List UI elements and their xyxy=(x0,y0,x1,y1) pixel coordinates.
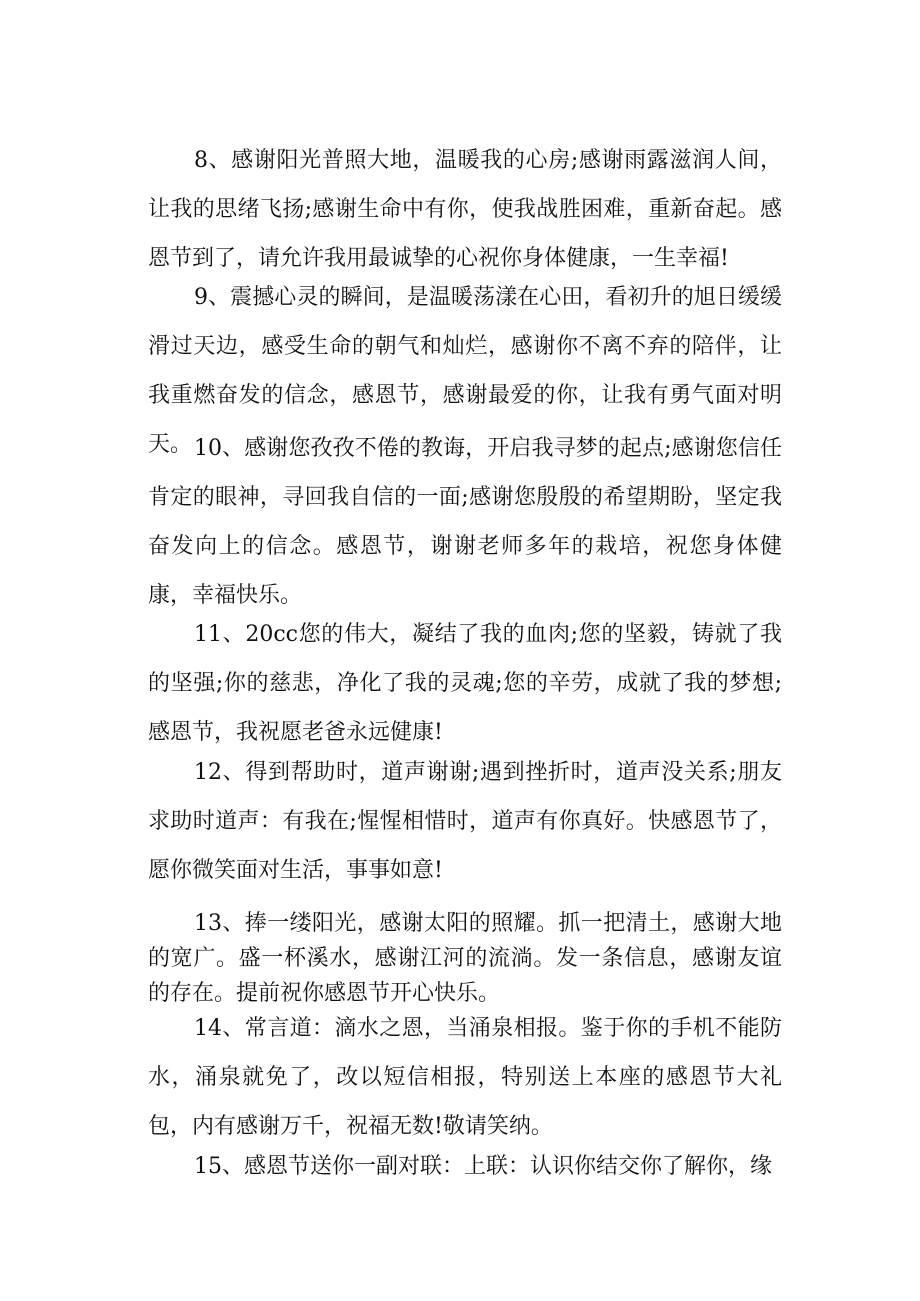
paragraph-8: 8、感谢阳光普照大地，温暖我的心房;感谢雨露滋润人间，让我的思绪飞扬;感谢生命中有你，使我战胜困难，重新奋起。感恩节到了，请允许我用最诚挚的心祝你身体健康，一生幸福! xyxy=(148,148,782,271)
paragraph-11: 11、20cc您的伟大，凝结了我的血肉;您的坚毅，铸就了我的坚强;你的慈悲，净化了我的灵魂;您的辛劳，成就了我的梦想;感恩节，我祝愿老爸永远健康! xyxy=(148,622,782,745)
paragraph-14: 14、常言道：滴水之恩，当涌泉相报。鉴于你的手机不能防水，涌泉就免了，改以短信相报，特别送上本座的感恩节大礼包，内有感谢万千，祝福无数!敬请笑纳。 xyxy=(148,1016,782,1139)
paragraph-9: 9、震撼心灵的瞬间，是温暖荡漾在心田，看初升的旭日缓缓滑过天边，感受生命的朝气和灿烂，感谢你不离不弃的陪伴，让我重燃奋发的信念，感恩节，感谢最爱的你，让我有勇气面对明天。 xyxy=(148,285,782,457)
paragraph-12: 12、得到帮助时，道声谢谢;遇到挫折时，道声没关系;朋友求助时道声：有我在;惺惺相惜时，道声有你真好。快感恩节了，愿你微笑面对生活，事事如意! xyxy=(148,760,782,883)
paragraph-13: 13、捧一缕阳光，感谢太阳的照耀。抓一把清土，感谢大地的宽广。盛一杯溪水，感谢江河的流淌。发一条信息，感谢友谊的存在。提前祝你感恩节开心快乐。 xyxy=(148,911,782,1006)
paragraph-15: 15、感恩节送你一副对联：上联：认识你结交你了解你，缘 xyxy=(194,1154,772,1179)
paragraph-10: 10、感谢您孜孜不倦的教诲，开启我寻梦的起点;感谢您信任肯定的眼神，寻回我自信的一面;感谢您殷殷的希望期盼，坚定我奋发向上的信念。感恩节，谢谢老师多年的栽培，祝您身体健康，幸福快乐。 xyxy=(148,436,782,608)
